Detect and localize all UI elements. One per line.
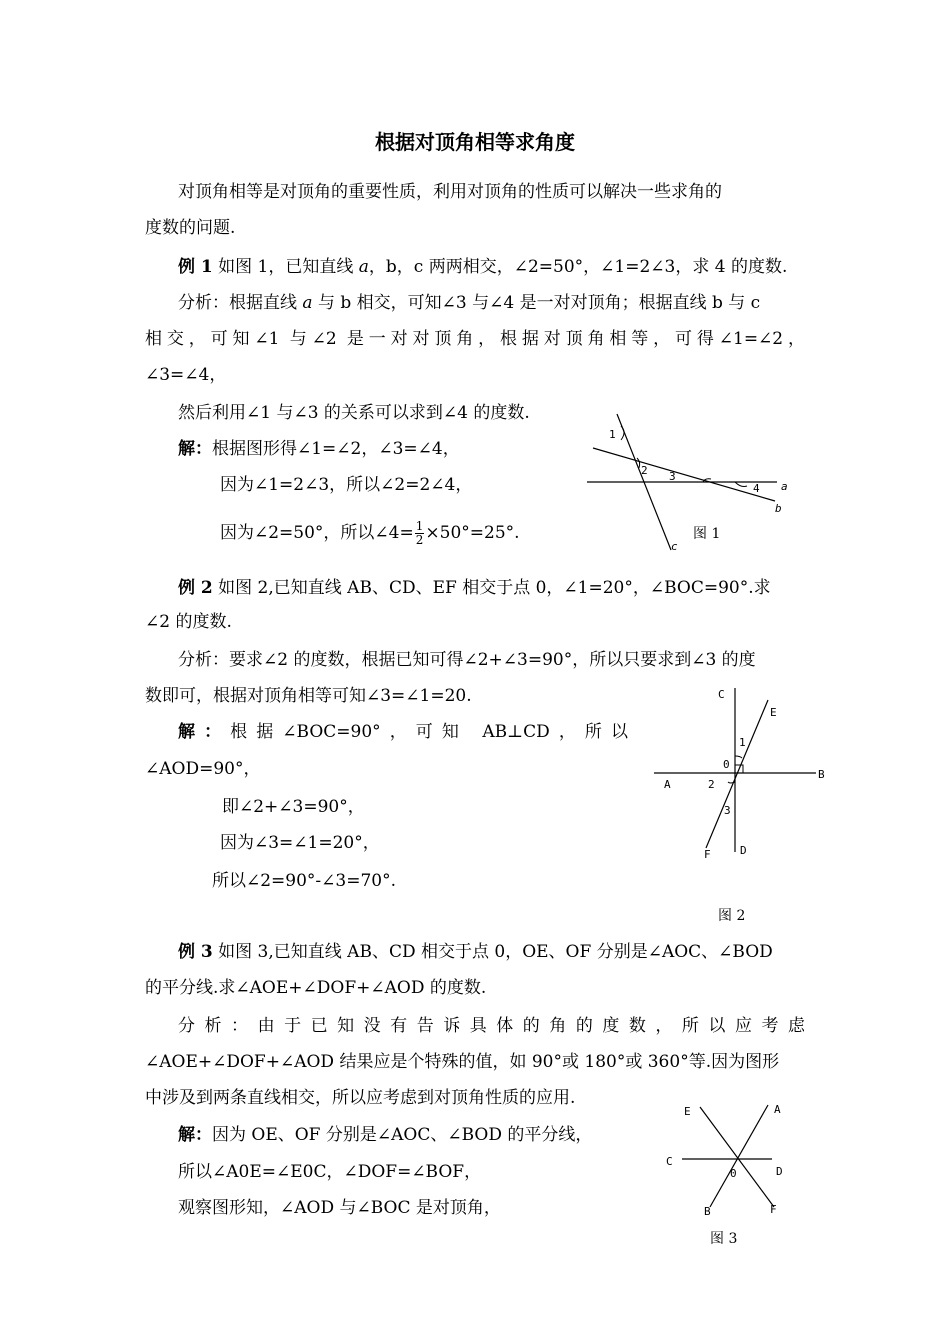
ex3-solution-1-text: 因为 OE、OF 分别是∠AOC、∠BOD 的平分线， [212,1125,593,1145]
fig3-label-a: A [774,1103,781,1116]
line-b [593,448,775,501]
ex2-label: 例 2 [178,578,213,598]
ex3-solution-3: 观察图形知，∠AOD 与∠BOC 是对顶角， [178,1198,501,1218]
fig3-label-0: 0 [730,1167,737,1180]
angle-arc-3 [728,782,735,783]
fig3-label-b: B [704,1205,711,1218]
fig3-label-f: F [770,1203,777,1216]
ex2-solution-label: 解： [178,722,231,742]
ex3-analysis-3: 中涉及到两条直线相交，所以应考虑到对顶角性质的应用. [145,1088,576,1108]
page-title: 根据对顶角相等求角度 [375,130,575,154]
ex1-analysis-2: 相交，可知∠1 与∠2 是一对对顶角，根据对顶角相等，可得∠1=∠2， [145,329,805,349]
angle-arc-1 [735,756,742,758]
fig1-label-4: 4 [753,482,760,495]
ex2-solution-3: 即∠2+∠3=90°， [222,797,365,817]
ex3-question-1 [178,941,773,963]
ex1-q-a: a [358,257,369,277]
ex3-solution-2: 所以∠A0E=∠E0C，∠DOF=∠BOF， [178,1162,482,1182]
ex1-q-pre: 如图 1，已知直线 [212,257,359,277]
intro-line-2: 度数的问题. [145,218,236,238]
ex3-solution-1 [178,1124,592,1146]
ex1-analysis-1-a: a [302,293,313,313]
ex2-solution-1-text: 根据∠BOC=90°，可知 AB⊥CD，所以 [230,722,629,742]
ex3-label: 例 3 [178,942,213,962]
ex2-analysis-2: 数即可，根据对顶角相等可知∠3=∠1=20. [145,686,472,706]
ex3-analysis-2: ∠AOE+∠DOF+∠AOD 结果应是个特殊的值，如 90°或 180°或 360°等.因为图形 [145,1052,780,1072]
fig2-label-2: 2 [708,778,715,791]
fig1-label-3: 3 [669,470,676,483]
fig1-label-b: b [775,502,782,515]
fig2-label-3: 3 [724,804,731,817]
line-ab [710,1105,768,1207]
ex3-question-2: 的平分线.求∠AOE+∠DOF+∠AOD 的度数. [145,978,487,998]
fraction-numerator: 1 [415,519,424,533]
fig2-label-c: C [718,688,725,701]
ex1-analysis-1-pre: 分析：根据直线 [178,293,303,313]
figure-1 [585,408,815,558]
ex1-q-post: ，b，c 两两相交，∠2=50°，∠1=2∠3，求 4 的度数. [368,257,788,277]
fig1-label-2: 2 [641,464,648,477]
ex2-analysis-1: 分析：要求∠2 的度数，根据已知可得∠2+∠3=90°，所以只要求到∠3 的度 [178,650,756,670]
fig1-caption: 图 1 [693,526,721,542]
angle-arc-1 [621,426,624,440]
figure-3 [660,1095,795,1255]
fig1-label-1: 1 [609,428,616,441]
fig3-label-e: E [684,1105,691,1118]
ex2-solution-2: ∠AOD=90°， [145,759,261,779]
fig2-label-d: D [740,844,747,857]
ex1-question [178,256,787,278]
ex1-solution-3-pre: 因为∠2=50°，所以∠4= [220,523,414,543]
ex2-question-1-text: 如图 2,已知直线 AB、CD、EF 相交于点 0，∠1=20°，∠BOC=90°.求 [212,578,771,598]
fig2-label-a: A [664,778,671,791]
fig3-caption: 图 3 [710,1231,738,1247]
ex1-solution-3 [220,520,520,547]
fig2-label-f: F [704,848,711,861]
fraction-denominator: 2 [415,533,424,547]
line-ef [700,1107,774,1207]
ex1-solution-3-post: ×50°=25°. [425,523,520,543]
figure-2 [650,680,835,925]
ex1-label: 例 1 [178,257,213,277]
ex1-analysis-1-post: 与 b 相交，可知∠3 与∠4 是一对对顶角；根据直线 b 与 c [312,293,761,313]
fig2-label-0: 0 [723,758,730,771]
fig2-label-1: 1 [739,736,746,749]
ex2-solution-4: 因为∠3=∠1=20°， [220,833,380,853]
line-ef [706,700,768,848]
ex2-question-1 [178,577,771,599]
ex1-solution-1-text: 根据图形得∠1=∠2，∠3=∠4， [212,439,460,459]
fig1-label-a: a [781,480,788,493]
fig3-label-d: D [776,1165,783,1178]
ex3-analysis-1: 分析：由于已知没有告诉具体的角的度数，所以应考虑 [178,1016,805,1036]
ex2-question-2: ∠2 的度数. [145,612,232,632]
ex3-question-1-text: 如图 3,已知直线 AB、CD 相交于点 0，OE、OF 分别是∠AOC、∠BOD [212,942,773,962]
ex1-solution-2: 因为∠1=2∠3，所以∠2=2∠4， [220,475,473,495]
ex3-solution-label: 解： [178,1125,212,1145]
intro-line-1: 对顶角相等是对顶角的重要性质，利用对顶角的性质可以解决一些求角的 [178,182,722,202]
ex1-solution-label: 解： [178,439,212,459]
fig2-label-e: E [770,706,777,719]
ex2-solution-1 [178,721,628,743]
ex1-analysis-3: ∠3=∠4， [145,365,227,385]
fig2-label-b: B [818,768,825,781]
fig1-label-c: c [671,540,678,553]
ex1-analysis-4: 然后利用∠1 与∠3 的关系可以求到∠4 的度数. [178,403,530,423]
ex1-analysis-1 [178,292,760,314]
fig2-caption: 图 2 [718,908,746,924]
angle-arc-4 [735,482,747,487]
fraction-one-half [415,520,425,547]
fig3-label-c: C [666,1155,673,1168]
ex2-solution-5: 所以∠2=90°-∠3=70°. [212,871,397,891]
ex1-solution-1 [178,438,460,460]
